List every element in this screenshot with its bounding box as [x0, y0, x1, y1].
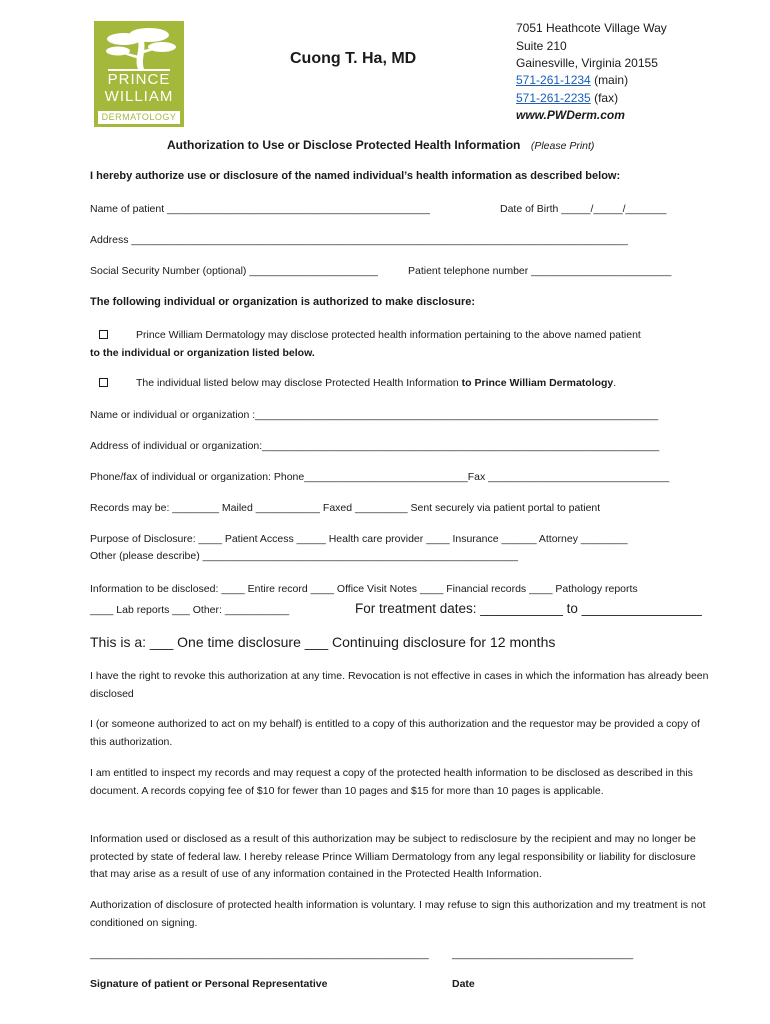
patient-address-field[interactable]: Address _____________________________________________________________________________________	[90, 234, 628, 246]
option1-continued: to the individual or organization listed below.	[90, 347, 315, 359]
lab-other-row[interactable]: ____ Lab reports ___ Other: ___________	[90, 604, 290, 616]
option2-end: .	[613, 377, 617, 389]
authorization-intro: I hereby authorize use or disclosure of the named individual’s health information as described below:	[90, 170, 621, 182]
ssn-field[interactable]: Social Security Number (optional) ______________________	[90, 265, 378, 277]
address-street: 7051 Heathcote Village Way	[516, 21, 667, 35]
date-line[interactable]: _______________________________	[452, 948, 634, 960]
disclosure-heading: The following individual or organization is authorized to make disclosure:	[90, 296, 476, 308]
org-address-field[interactable]: Address of individual or organization:____________________________________________________________________	[90, 440, 660, 452]
option1-text: Prince William Dermatology may disclose protected health information pertaining to the above named patient	[136, 329, 641, 341]
option2-text-row	[136, 377, 616, 389]
phone-main-link[interactable]: 571-261-1234	[516, 73, 591, 87]
inspect-paragraph: I am entitled to inspect my records and may request a copy of the protected health information to be disclosed as described in this document. A records copying fee of $10 for fewer than 10 pages and $15 for more than 10 pages is applicable.	[90, 767, 693, 797]
purpose-row[interactable]: Purpose of Disclosure: ____ Patient Access _____ Health care provider ____ Insurance ______ Attorney ________	[90, 533, 628, 545]
address-city: Gainesville, Virginia 20155	[516, 56, 658, 70]
option2-checkbox[interactable]	[99, 378, 108, 387]
doctor-name: Cuong T. Ha, MD	[290, 50, 417, 67]
phone-main-row	[516, 73, 628, 87]
form-title: Authorization to Use or Disclose Protected Health Information	[167, 138, 521, 152]
address-suite: Suite 210	[516, 39, 567, 53]
purpose-other-row[interactable]: Other (please describe) ______________________________________________________	[90, 550, 518, 562]
records-delivery-row[interactable]: Records may be: ________ Mailed ___________ Faxed _________ Sent securely via patient portal to patient	[90, 502, 601, 514]
signature-line[interactable]: __________________________________________________________	[90, 948, 429, 960]
form-title-note: (Please Print)	[530, 140, 595, 152]
info-disclosed-row[interactable]: Information to be disclosed: ____ Entire record ____ Office Visit Notes ____ Financial records ____ Pathology reports	[90, 583, 638, 595]
redisclosure-paragraph: Information used or disclosed as a result of this authorization may be subject to redisclosure by the recipient and may no longer be protected by state of federal law. I hereby release Prince William Dermatology from any legal responsibility or liability for disclosure that may arise as a result of use of any information contained in the Protected Health Information.	[90, 833, 696, 880]
option2-bold: to Prince William Dermatology	[461, 377, 614, 389]
form-title-row	[167, 136, 594, 154]
org-name-field[interactable]: Name or individual or organization :_____________________________________________________________________	[90, 409, 659, 421]
voluntary-paragraph: Authorization of disclosure of protected health information is voluntary. I may refuse to sign this authorization and my treatment is not conditioned on signing.	[90, 899, 706, 929]
date-label: Date	[452, 978, 475, 990]
patient-name-field[interactable]: Name of patient _____________________________________________	[90, 203, 430, 215]
option2-text: The individual listed below may disclose Protected Health Information	[136, 377, 459, 389]
logo-line-william: WILLIAM	[104, 88, 174, 105]
logo-line-dermatology: DERMATOLOGY	[101, 112, 177, 122]
phone-fax-link[interactable]: 571-261-2235	[516, 91, 591, 105]
org-phone-fax-field[interactable]: Phone/fax of individual or organization: Phone____________________________Fax _______________________________	[90, 471, 670, 483]
date-of-birth-field[interactable]: Date of Birth _____/_____/_______	[500, 203, 667, 215]
phone-fax-row	[516, 91, 618, 105]
treatment-dates-row[interactable]: For treatment dates: ___________ to ________________	[355, 601, 702, 616]
patient-phone-field[interactable]: Patient telephone number ________________________	[408, 265, 672, 277]
option1-checkbox[interactable]	[99, 330, 108, 339]
website[interactable]: www.PWDerm.com	[516, 108, 625, 122]
practice-logo	[94, 21, 184, 127]
phone-main-suffix: (main)	[590, 73, 629, 87]
disclosure-type-row[interactable]: This is a: ___ One time disclosure ___ Continuing disclosure for 12 months	[90, 634, 556, 650]
phone-fax-suffix: (fax)	[590, 91, 619, 105]
logo-line-prince: PRINCE	[107, 71, 171, 88]
copy-paragraph: I (or someone authorized to act on my behalf) is entitled to a copy of this authorization and the requestor may be provided a copy of this authorization.	[90, 718, 700, 748]
signature-label: Signature of patient or Personal Representative	[90, 978, 328, 990]
revoke-paragraph: I have the right to revoke this authorization at any time. Revocation is not effective in cases in which the information has already been disclosed	[90, 670, 709, 700]
logo-dermatology-band	[98, 111, 180, 124]
